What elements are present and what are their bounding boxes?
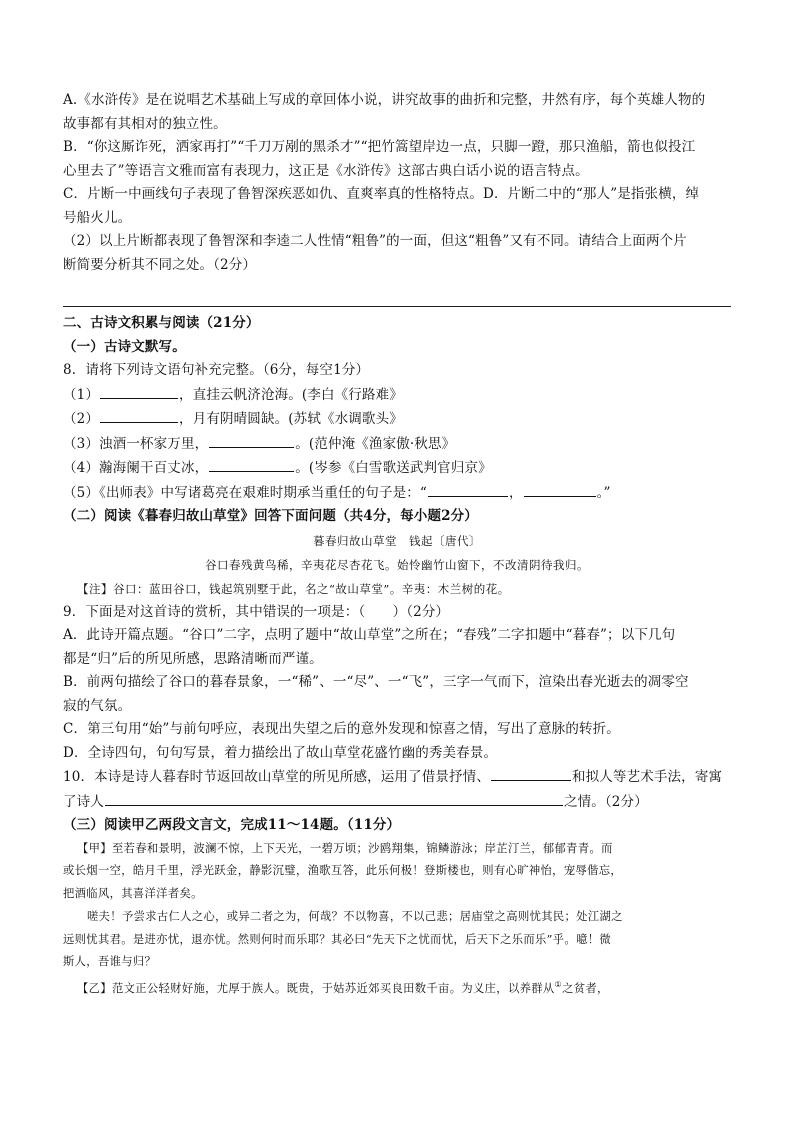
subsection-1-heading: （一）古诗文默写。 <box>63 338 186 355</box>
poem-body: 谷口春残黄鸟稀，辛夷花尽杏花飞。始怜幽竹山窗下，不改清阴待我归。 <box>205 557 589 572</box>
passage-jia-text: 【甲】至若春和景明，波澜不惊，上下天光，一碧万顷；沙鸥翔集，锦鳞游泳；岸芷汀兰，郁郁青青。而 <box>77 841 613 855</box>
passage-jia-line3: 把酒临风，其喜洋洋者矣。 <box>63 887 203 901</box>
passage-yi-line1 <box>63 974 731 1001</box>
question-8-5 <box>63 481 731 506</box>
question-8-1 <box>63 383 731 408</box>
option-a-line2: 故事都有其相对的独立性。 <box>63 115 227 132</box>
section-part2 <box>63 312 731 1001</box>
footnote-marker: ① <box>554 980 563 990</box>
section-divider <box>63 306 731 307</box>
q8-5-comma: ， <box>508 484 523 501</box>
answer-blank[interactable] <box>209 432 294 448</box>
option-c-line1: C．片断一中画线句子表现了鲁智深疾恶如仇、直爽率真的性格特点。D．片断二中的“那人”是指张横，绰 <box>63 186 700 202</box>
option-b-line2: 心里去了”等语言文雅而富有表现力，这正是《水浒传》这部古典白话小说的语言特点。 <box>63 162 589 179</box>
q8-2-number: （2） <box>63 411 100 427</box>
subsection-3-heading: （三）阅读甲乙两段文言文，完成11～14题。（11分） <box>63 817 401 833</box>
answer-blank[interactable] <box>491 765 571 781</box>
section-heading: 二、古诗文积累与阅读（21分） <box>63 315 260 331</box>
q10-text-end: 之情。（2分） <box>563 793 648 810</box>
q9-option-d: D．全诗四句，句句写景，着力描绘出了故山草堂花盛竹幽的秀美春景。 <box>63 744 498 761</box>
q9-option-b-line1: B．前两句描绘了谷口的暮春景象，一“稀”、一“尽”、一“飞”，三字一气而下，渲染出春光逝去的凋零空 <box>63 674 689 690</box>
question-10-line2 <box>63 790 731 815</box>
answer-blank[interactable] <box>428 481 508 497</box>
q8-2-text: ，月有阴晴圆缺。(苏轼《水调歌头》 <box>179 411 403 427</box>
passage-jia-line4: 嗟夫！予尝求古仁人之心，或异二者之为，何哉？不以物喜，不以己悲；居庙堂之高则忧其民；处江湖之 <box>87 909 623 923</box>
question-8-2 <box>63 407 731 432</box>
q8-4-text: （4）瀚海阑干百丈冰， <box>63 460 209 476</box>
q8-3-source: 。(范仲淹《渔家傲·秋思》 <box>295 435 456 452</box>
answer-blank[interactable] <box>524 481 596 497</box>
q9-option-a-line2: 都是“归”后的所见所感，思路清晰而严谨。 <box>63 650 323 667</box>
question-10-line1 <box>63 765 731 790</box>
q8-4-source: 。(岑参《白雪歌送武判官归京》 <box>295 460 492 476</box>
q10-text-cont: 和拟人等艺术手法，寄寓 <box>571 769 723 785</box>
question-8: 8．请将下列诗文语句补充完整。（6分，每空1分） <box>63 362 370 378</box>
option-a-line1: A.《水浒传》是在说唱艺术基础上写成的章回体小说，讲究故事的曲折和完整，井然有序，每个英雄人物的 <box>63 92 706 108</box>
passage-yi-text: 【乙】范文正公轻财好施，尤厚于族人。既贵，于姑苏近郊买良田数千亩。为义庄，以养群从 <box>77 982 555 996</box>
q8-3-text: （3）浊酒一杯家万里， <box>63 435 209 452</box>
q8-5-end: 。” <box>596 484 611 501</box>
answer-blank[interactable] <box>209 456 294 472</box>
question-8-4 <box>63 456 731 481</box>
q10-text-2: 了诗人 <box>63 793 104 810</box>
question-9: 9．下面是对这首诗的赏析，其中错误的一项是：（ ）（2分） <box>63 603 450 620</box>
q8-5-text: （5）《出师表》中写诸葛亮在艰难时期承当重任的句子是：“ <box>63 484 427 501</box>
q9-option-b-line2: 寂的气氛。 <box>63 697 132 714</box>
question-8-3 <box>63 432 731 457</box>
answer-blank[interactable] <box>105 790 563 806</box>
section-part1 <box>63 89 731 277</box>
subsection-2-heading: （二）阅读《暮春归故山草堂》回答下面问题（共4分，每小题2分） <box>63 508 478 524</box>
answer-blank[interactable] <box>100 407 178 423</box>
passage-yi-text-cont: 之贫者， <box>562 982 609 996</box>
passage-jia-line6: 斯人，吾谁与归？ <box>63 955 157 969</box>
poem-title: 暮春归故山草堂 钱起〔唐代〕 <box>313 533 481 548</box>
q8-1-number: （1） <box>63 386 100 403</box>
poem-note: 【注】谷口：蓝田谷口，钱起筑别墅于此，名之“故山草堂”。辛夷：木兰树的花。 <box>77 581 510 596</box>
option-b-line1: B．“你这厮诈死，洒家再打”“千刀万剐的黑杀才”“把竹篙望岸边一点，只脚一蹬，那只渔船，箭也似投江 <box>63 139 696 155</box>
q10-text: 10．本诗是诗人暮春时节返回故山草堂的所见所感，运用了借景抒情、 <box>63 769 490 785</box>
question-2-line1: （2）以上片断都表现了鲁智深和李逵二人性情“粗鲁”的一面，但这“粗鲁”又有不同。请结合上面两个片 <box>63 233 687 249</box>
option-c-line2: 号船火儿。 <box>63 209 132 226</box>
q9-option-a-line1: A．此诗开篇点题。“谷口”二字，点明了题中“故山草堂”之所在；“春残”二字扣题中“暮春”；以下几句 <box>63 627 676 643</box>
q8-1-text: ，直挂云帆济沧海。(李白《行路难》 <box>179 386 403 403</box>
passage-jia-line2: 或长烟一空，皓月千里，浮光跃金，静影沉璧，渔歌互答，此乐何极！登斯楼也，则有心旷神怡，宠辱偕忘， <box>63 864 623 878</box>
passage-jia-line1 <box>63 838 731 861</box>
answer-blank[interactable] <box>100 383 178 399</box>
q9-option-c: C．第三句用“始”与前句呼应，表现出失望之后的意外发现和惊喜之情，写出了意脉的转折。 <box>63 721 620 737</box>
passage-jia-line5: 远则忧其君。是进亦忧，退亦忧。然则何时而乐耶？其必曰“先天下之忧而忧，后天下之乐而乐”乎。噫！微 <box>63 932 612 946</box>
question-2-line2: 断简要分析其不同之处。（2分） <box>63 256 257 273</box>
